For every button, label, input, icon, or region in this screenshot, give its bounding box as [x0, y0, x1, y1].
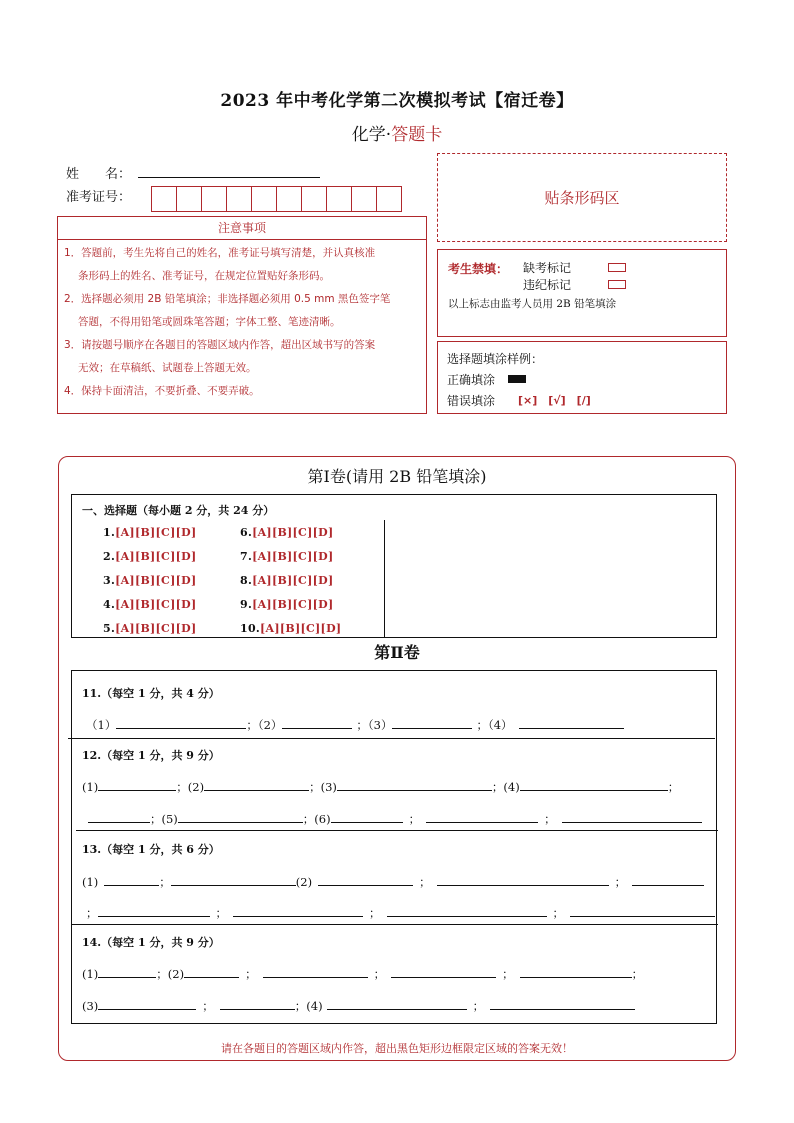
choice-options[interactable]: [A][B][C][D] — [252, 550, 334, 563]
answer-blank[interactable] — [220, 997, 295, 1010]
id-digit-box[interactable] — [301, 186, 327, 212]
answer-blank[interactable] — [88, 810, 150, 823]
notice-item: 条形码上的姓名、准考证号，在规定位置贴好条形码。 — [78, 270, 330, 282]
question-number: 4. — [103, 598, 116, 611]
blank-number: (1) — [82, 780, 99, 794]
separator: ； — [202, 999, 214, 1013]
notice-heading: 注意事项 — [58, 217, 426, 240]
answer-blank[interactable] — [171, 873, 296, 886]
answer-blank[interactable] — [519, 716, 624, 729]
id-digit-box[interactable] — [376, 186, 402, 212]
answer-blank[interactable] — [98, 997, 196, 1010]
question-number: 1. — [103, 526, 116, 539]
answer-blank[interactable] — [337, 778, 492, 791]
answer-blank[interactable] — [387, 904, 547, 917]
question-number: 5. — [103, 622, 116, 635]
choice-options[interactable]: [A][B][C][D] — [115, 550, 197, 563]
q11-heading: 11.（每空 1 分，共 4 分） — [82, 687, 220, 700]
choice-options[interactable]: [A][B][C][D] — [260, 622, 342, 635]
q13-answer-row-1 — [82, 873, 704, 890]
separator: ； — [667, 780, 680, 794]
page-subtitle — [0, 120, 794, 145]
choice-options[interactable]: [A][B][C][D] — [115, 526, 197, 539]
choice-row[interactable] — [103, 550, 196, 563]
separator: ； — [246, 718, 258, 732]
question-number: 9. — [240, 598, 253, 611]
barcode-label: 贴条形码区 — [544, 189, 620, 207]
question-divider — [68, 738, 715, 739]
section1-title: 第Ⅰ卷(请用 2B 铅笔填涂) — [307, 467, 487, 486]
answer-blank[interactable] — [98, 904, 210, 917]
subtitle-subject: 化学· — [351, 125, 392, 145]
id-number-boxes[interactable] — [151, 186, 401, 212]
blank-number: （1） — [86, 718, 117, 732]
absent-mark-box[interactable] — [608, 263, 626, 272]
section2-title: 第Ⅱ卷 — [374, 643, 420, 662]
name-label: 姓 名： — [66, 167, 132, 182]
choice-question-heading: 一、选择题（每小题 2 分，共 24 分） — [82, 504, 275, 517]
notice-box — [57, 216, 427, 414]
separator: ； — [356, 718, 368, 732]
blank-number: (3) — [320, 780, 337, 794]
id-digit-box[interactable] — [176, 186, 202, 212]
notice-item: 答题，不得用铅笔或圆珠笔答题；字体工整、笔迹清晰。 — [78, 316, 341, 328]
sample-heading: 选择题填涂样例： — [447, 352, 544, 366]
answer-blank[interactable] — [570, 904, 715, 917]
page-title: 2023 年中考化学第二次模拟考试【宿迁卷】 — [220, 91, 574, 111]
notice-item: 2．选择题必须用 2B 铅笔填涂；非选择题必须用 0.5 mm 黑色签字笔 — [64, 293, 391, 305]
answer-blank[interactable] — [490, 997, 635, 1010]
choice-options[interactable]: [A][B][C][D] — [115, 574, 197, 587]
blank-number: (3) — [82, 999, 99, 1013]
answer-blank[interactable] — [104, 873, 159, 886]
separator: ； — [245, 967, 257, 981]
blank-number: (2) — [167, 967, 185, 981]
answer-blank[interactable] — [98, 965, 156, 978]
blank-number: (1) — [82, 875, 99, 889]
answer-blank[interactable] — [437, 873, 609, 886]
fill-sample-box — [437, 341, 727, 414]
id-digit-box[interactable] — [226, 186, 252, 212]
question-number: 10. — [240, 622, 261, 635]
notice-item: 无效；在草稿纸、试题卷上答题无效。 — [78, 362, 257, 374]
choice-options[interactable]: [A][B][C][D] — [115, 622, 197, 635]
question-number: 3. — [103, 574, 116, 587]
separator: ； — [373, 967, 386, 981]
id-digit-box[interactable] — [201, 186, 227, 212]
blank-number: (4) — [503, 780, 520, 794]
column-divider — [384, 520, 385, 638]
footer-warning: 请在各题目的答题区域内作答，超出黑色矩形边框限定区域的答案无效！ — [221, 1042, 573, 1055]
separator: ； — [491, 780, 504, 794]
blank-number: (2) — [187, 780, 205, 794]
absent-label: 缺考标记 — [523, 261, 572, 275]
choice-options[interactable]: [A][B][C][D] — [252, 574, 334, 587]
choice-row[interactable] — [103, 526, 196, 539]
separator: ； — [215, 906, 227, 920]
separator: ； — [614, 875, 627, 889]
answer-blank[interactable] — [331, 810, 403, 823]
q12-answer-row-1 — [82, 778, 679, 795]
answer-blank[interactable] — [184, 965, 239, 978]
choice-options[interactable]: [A][B][C][D] — [115, 598, 197, 611]
choice-row[interactable] — [240, 526, 333, 539]
question-divider — [76, 830, 718, 831]
blank-number: (1) — [82, 967, 99, 981]
blank-number: (2) — [295, 875, 313, 889]
choice-row[interactable] — [240, 550, 333, 563]
separator: ； — [309, 780, 321, 794]
answer-blank[interactable] — [392, 716, 472, 729]
notice-item: 4．保持卡面清洁，不要折叠、不要弄破。 — [64, 385, 260, 397]
choice-row[interactable] — [240, 598, 333, 611]
question-number: 2. — [103, 550, 116, 563]
id-digit-box[interactable] — [151, 186, 177, 212]
question-number: 6. — [240, 526, 253, 539]
answer-blank[interactable] — [98, 778, 176, 791]
answer-blank[interactable] — [391, 965, 496, 978]
forbid-note: 以上标志由监考人员用 2B 铅笔填涂 — [448, 298, 617, 310]
answer-blank[interactable] — [282, 716, 352, 729]
answer-blank[interactable] — [178, 810, 303, 823]
separator: ； — [302, 812, 315, 826]
separator: ； — [150, 812, 162, 826]
separator: ； — [294, 999, 307, 1013]
blank-number: (6) — [314, 812, 331, 826]
q14-heading: 14.（每空 1 分，共 9 分） — [82, 936, 220, 949]
separator: ； — [156, 967, 168, 981]
blank-number: （2） — [257, 718, 283, 732]
question-divider — [72, 924, 718, 925]
q13-heading: 13.（每空 1 分，共 6 分） — [82, 843, 220, 856]
separator: ； — [159, 875, 171, 889]
choice-options[interactable]: [A][B][C][D] — [252, 598, 334, 611]
q12-answer-row-2 — [88, 810, 702, 827]
answer-blank[interactable] — [263, 965, 368, 978]
separator: ； — [419, 875, 431, 889]
q14-answer-row-2 — [82, 997, 635, 1014]
separator: ； — [408, 812, 421, 826]
blank-number: （4） — [487, 718, 513, 732]
choice-row[interactable] — [103, 574, 196, 587]
separator: ； — [631, 967, 644, 981]
answer-blank[interactable] — [116, 716, 246, 729]
answer-blank[interactable] — [632, 873, 704, 886]
separator: ； — [176, 780, 188, 794]
answer-blank[interactable] — [327, 997, 467, 1010]
answer-blank[interactable] — [562, 810, 702, 823]
blank-number: （3） — [367, 718, 393, 732]
id-digit-box[interactable] — [251, 186, 277, 212]
answer-blank[interactable] — [520, 778, 668, 791]
answer-blank[interactable] — [426, 810, 538, 823]
id-digit-box[interactable] — [276, 186, 302, 212]
id-digit-box[interactable] — [351, 186, 377, 212]
separator: ； — [502, 967, 514, 981]
q11-answer-row — [86, 716, 624, 733]
answer-blank[interactable] — [520, 965, 632, 978]
barcode-area — [437, 153, 727, 242]
id-label: 准考证号： — [66, 190, 132, 205]
notice-item: 1．答题前，考生先将自己的姓名，准考证号填写清楚，并认真核准 — [64, 247, 376, 259]
choice-options[interactable]: [A][B][C][D] — [252, 526, 334, 539]
choice-row[interactable] — [240, 622, 341, 636]
answer-blank[interactable] — [318, 873, 413, 886]
correct-fill-label: 正确填涂 — [447, 373, 496, 387]
separator: ； — [86, 906, 98, 920]
subtitle-card: 答题卡 — [391, 125, 443, 145]
notice-item: 3．请按题号顺序在各题目的答题区域内作答，超出区域书写的答案 — [64, 339, 376, 351]
separator: ； — [552, 906, 564, 920]
examiner-only-box — [437, 249, 727, 337]
q14-answer-row-1 — [82, 965, 643, 982]
question-number: 7. — [240, 550, 253, 563]
forbid-label: 考生禁填： — [448, 262, 509, 276]
separator: ； — [476, 718, 488, 732]
correct-fill-sample — [508, 375, 526, 383]
choice-row[interactable] — [240, 574, 333, 587]
violation-label: 违纪标记 — [523, 278, 572, 292]
q13-answer-row-2 — [86, 904, 715, 921]
question-number: 8. — [240, 574, 253, 587]
wrong-fill-samples: [×] [√] [/] — [518, 394, 591, 407]
separator: ； — [544, 812, 556, 826]
separator: ； — [369, 906, 381, 920]
choice-row[interactable] — [103, 598, 196, 611]
q12-heading: 12.（每空 1 分，共 9 分） — [82, 749, 220, 762]
id-digit-box[interactable] — [326, 186, 352, 212]
blank-number: (4) — [306, 999, 323, 1013]
blank-number: (5) — [161, 812, 178, 826]
choice-row[interactable] — [103, 622, 196, 636]
name-field[interactable] — [138, 177, 320, 178]
wrong-fill-label: 错误填涂 — [447, 394, 496, 408]
separator: ； — [472, 999, 485, 1013]
answer-blank[interactable] — [204, 778, 309, 791]
answer-blank[interactable] — [233, 904, 363, 917]
violation-mark-box[interactable] — [608, 280, 626, 289]
